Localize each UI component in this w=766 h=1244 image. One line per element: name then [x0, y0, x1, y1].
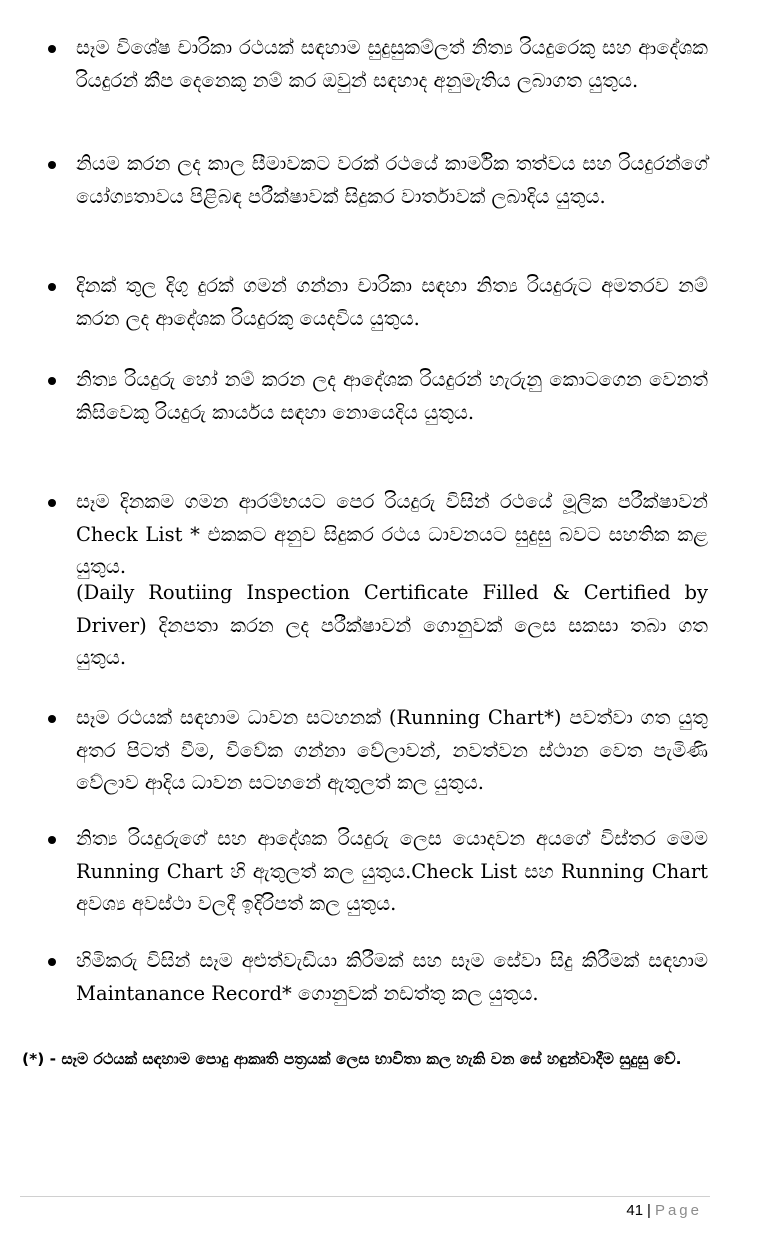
list-item-text: හිමිකරු විසින් සෑම අළුත්වැඩියා කිරීමක් සහ සෑම සේවා සිදු කිරීමක් සඳහාම Maintanance Record* ගොනුවක් නඩත්තු කල යුතුය. [76, 949, 708, 1005]
page-separator: | [647, 1202, 651, 1219]
footnote: (*) - සෑම රථයක් සඳහාම පොදු ආකෘති පත්‍රයක් ලෙස භාවිතා කල හැකි වන සේ හඳුන්වාදීම සුදුසු වේ. [22, 1050, 682, 1068]
footer-divider [20, 1196, 710, 1197]
bullet-icon [48, 715, 56, 723]
bullet-icon [48, 377, 56, 385]
list-item-text: නියම කරන ලද කාල සීමාවකට වරක් රථයේ කාර්මික තත්වය සහ රියදුරන්ගේ යෝග්‍යතාවය පිළිබඳ පරීක්ෂාවක් සිදුකර වාර්තාවක් ලබාදිය යුතුය. [76, 152, 708, 208]
bullet-icon [48, 161, 56, 169]
page-footer [626, 1201, 702, 1221]
list-item-text: සෑම රථයක් සඳහාම ධාවන සටහනක් (Running Chart*) පවත්වා ගත යුතු අතර පිටත් වීම, විවේක ගන්නා වේලාවන්, නවත්වන ස්ථාන වෙත පැමිණි වේලාව ආදිය ධාවන සටහනේ ඇතුලත් කල යුතුය. [76, 706, 708, 794]
list-item-continuation: (Daily Routiing Inspection Certificate Filled & Certified by Driver) දිනපතා කරන ලද පරීක්ෂාවන් ගොනුවක් ලෙස සකසා තබා ගත යුතුය. [76, 581, 708, 669]
bullet-icon [48, 283, 56, 291]
page-label: Page [654, 1202, 702, 1219]
list-item-text: නිත්‍ය රියදුරු හෝ නම් කරන ලද ආදේශක රියදුරන් හැරුනු කොටගෙන වෙනත් කිසිවෙකු රියදුරු කාර්යය සඳහා නොයෙදිය යුතුය. [76, 368, 708, 424]
bullet-icon [48, 836, 56, 844]
list-item-text: දිනක් තුල දිගු දුරක් ගමන් ගන්නා චාරිකා සඳහා නිත්‍ය රියදුරුට අමතරව නම් කරන ලද ආදේශක රියදුරකු යෙදවිය යුතුය. [76, 274, 708, 330]
list-item-text: නිත්‍ය රියදුරුගේ සහ ආදේශක රියදුරු ලෙස යොදවන අයගේ විස්තර මෙම Running Chart හි ඇතුලත් කල යුතුය.Check List සහ Running Chart අවශ්‍ය අවස්ථා වලදී ඉදිරිපත් කල යුතුය. [76, 827, 708, 915]
list-item-text: සෑම විශේෂ චාරිකා රථයක් සඳහාම සුදුසුකම්ලත් නිත්‍ය රියදුරෙකු සහ ආදේශක රියදුරන් කීප දෙනෙකු නම් කර ඔවුන් සඳහාද අනුමැතිය ලබාගත යුතුය. [76, 36, 708, 92]
bullet-icon [48, 958, 56, 966]
page-number: 41 [626, 1202, 644, 1219]
list-item-text: සෑම දිනකම ගමන ආරම්භයට පෙර රියදුරු විසින් රථයේ මූලික පරීක්ෂාවන් Check List * එකකට අනුව සිදුකර රථය ධාවනයට සුදුසු බවට සහතික කළ යුතුය. [76, 490, 708, 578]
bullet-icon [48, 45, 56, 53]
bullet-icon [48, 499, 56, 507]
